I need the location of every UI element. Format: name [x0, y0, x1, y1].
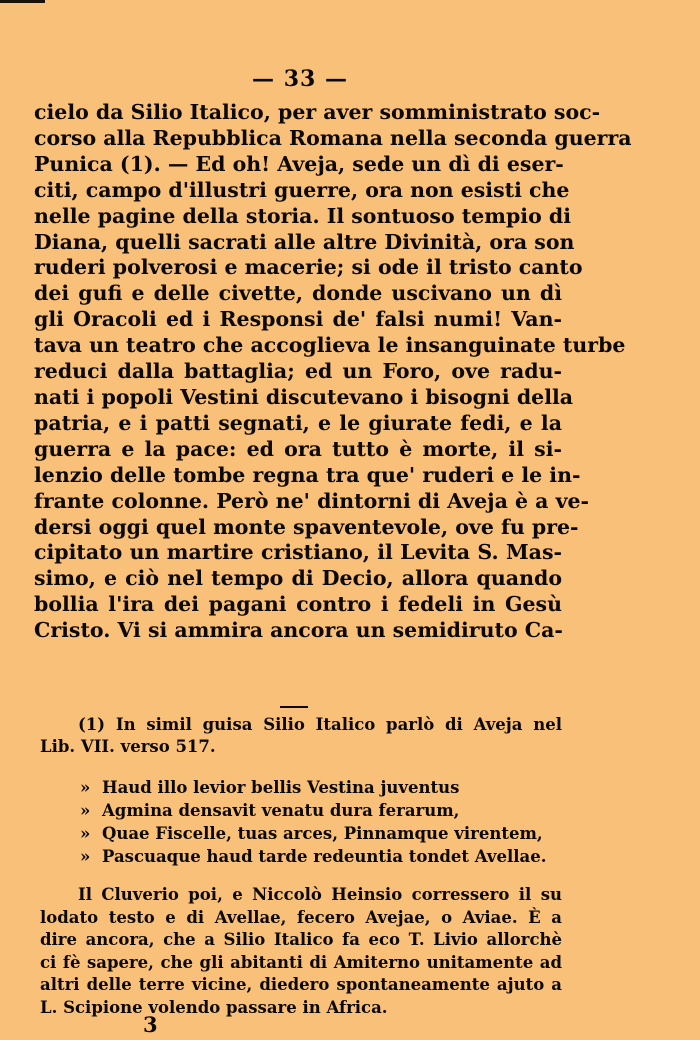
text-line: reduci dalla battaglia; ed un Foro, ove radu- — [34, 359, 562, 384]
text-line: cielo da Silio Italico, per aver somministrato soc- — [34, 100, 601, 124]
text-line: frante colonne. Però ne' dintorni di Aveja è a ve- — [34, 488, 590, 513]
signature-mark: 3 — [143, 1012, 158, 1037]
verse-line — [80, 822, 570, 845]
verse-line — [80, 799, 570, 822]
text-line: patria, e i patti segnati, e le giurate fedi, e la — [34, 410, 562, 435]
text-line: nelle pagine della storia. Il sontuoso tempio di — [34, 203, 572, 228]
main-text — [34, 100, 632, 644]
note-line: L. Scipione volendo passare in Africa. — [40, 997, 388, 1017]
text-line: bollia l'ira dei pagani contro i fedeli in Gesù — [34, 592, 562, 617]
footnote-line: Lib. VII. verso 517. — [40, 737, 216, 756]
text-line: tava un teatro che accoglieva le insanguinate turbe — [34, 333, 626, 358]
verse-line — [80, 776, 570, 799]
text-line: Diana, quelli sacrati alle altre Divinità, ora son — [34, 229, 575, 254]
note-line: dire ancora, che a Silio Italico fa eco T. Livio allorchè — [40, 930, 562, 950]
text-line: dersi oggi quel monte spaventevole, ove fu pre- — [34, 514, 579, 539]
note-line: altri delle terre vicine, diedero spontaneamente ajuto a — [40, 975, 562, 995]
text-line: corso alla Repubblica Romana nella seconda guerra — [34, 125, 632, 150]
text-line: Punica (1). — Ed oh! Aveja, sede un dì di eser- — [34, 151, 564, 176]
text-line: Cristo. Vi si ammira ancora un semidiruto Ca- — [34, 618, 563, 643]
footnote — [40, 714, 562, 758]
note-paragraph — [40, 884, 562, 1020]
note-line: ci fè sapere, che gli abitanti di Amiterno unitamente ad — [40, 952, 562, 972]
verse-text: Pascuaque haud tarde redeuntia tondet Avellae. — [102, 847, 547, 866]
quote-mark: » — [80, 778, 91, 797]
corner-mark — [0, 0, 45, 3]
verse-text: Quae Fiscelle, tuas arces, Pinnamque virentem, — [102, 824, 543, 843]
footnote-line: (1) In simil guisa Silio Italico parlò di Aveja nel — [78, 715, 562, 734]
text-line: cipitato un martire cristiano, il Levita S. Mas- — [34, 540, 562, 565]
quote-mark: » — [80, 847, 91, 866]
text-line: simo, e ciò nel tempo di Decio, allora quando — [34, 566, 562, 591]
text-line: gli Oracoli ed i Responsi de' falsi numi! Van- — [34, 307, 562, 332]
page-number: — 33 — — [252, 66, 348, 92]
verse-line — [80, 845, 570, 868]
text-line: ruderi polverosi e macerie; si ode il tristo canto — [34, 255, 583, 280]
quote-mark: » — [80, 801, 91, 820]
footnote-rule — [280, 706, 308, 708]
text-line: dei gufi e delle civette, donde uscivano un dì — [34, 281, 562, 306]
verse-quotation — [80, 776, 570, 868]
text-line: lenzio delle tombe regna tra que' ruderi e le in- — [34, 462, 581, 487]
verse-text: Agmina densavit venatu dura ferarum, — [102, 801, 460, 820]
verse-text: Haud illo levior bellis Vestina juventus — [102, 778, 460, 797]
note-line: lodato testo e di Avellae, fecero Avejae, o Aviae. È a — [40, 907, 562, 927]
text-line: guerra e la pace: ed ora tutto è morte, il si- — [34, 436, 562, 461]
text-line: citi, campo d'illustri guerre, ora non esisti che — [34, 177, 570, 202]
note-line: Il Cluverio poi, e Niccolò Heinsio corressero il su — [78, 885, 562, 904]
quote-mark: » — [80, 824, 91, 843]
text-line: nati i popoli Vestini discutevano i bisogni della — [34, 384, 574, 409]
